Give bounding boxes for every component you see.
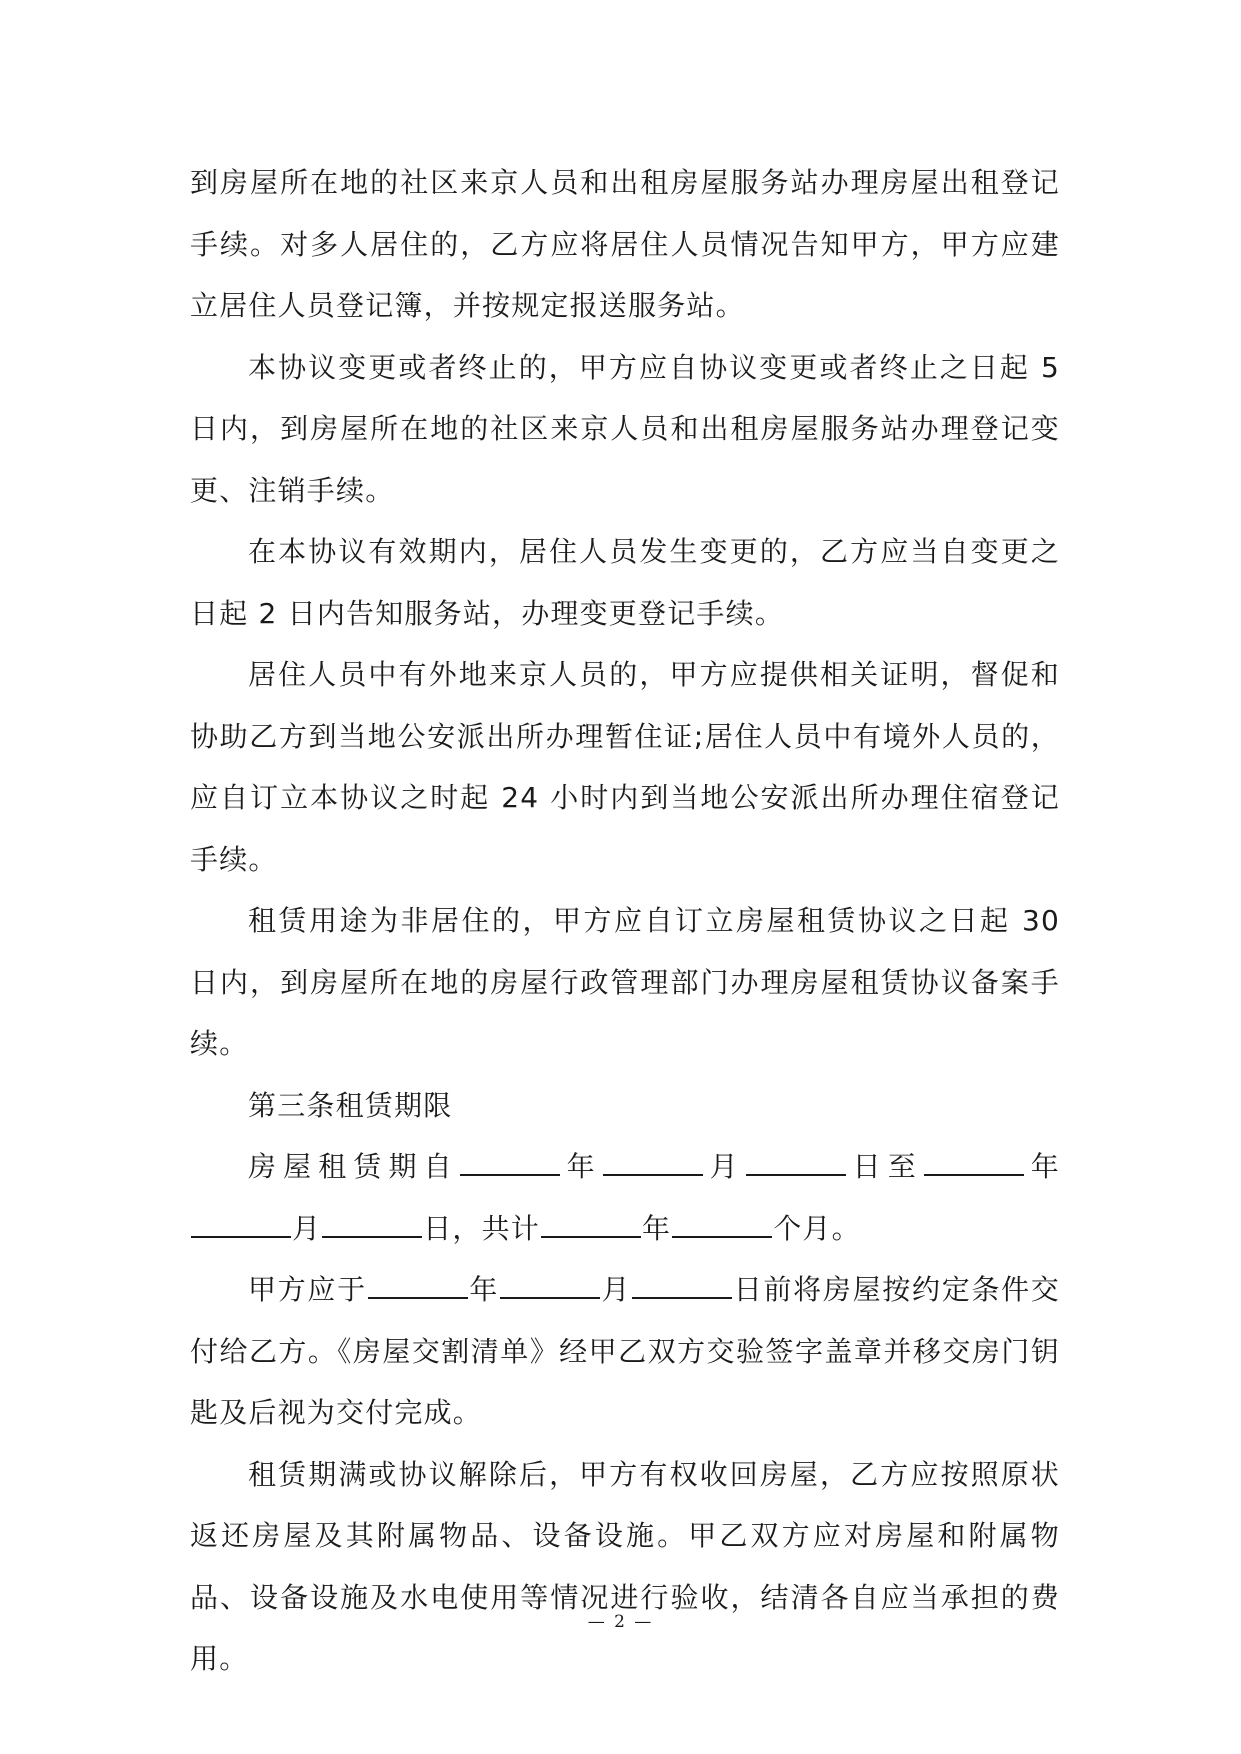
lease-period-text: 月 <box>703 1150 745 1183</box>
lease-period-text: 月 <box>292 1211 322 1245</box>
lease-period-text: 日，共计 <box>423 1211 541 1245</box>
start-year-blank[interactable] <box>460 1144 560 1176</box>
paragraph-lease-period <box>190 1136 1060 1259</box>
handover-text: 甲方应于 <box>248 1273 367 1306</box>
end-year-blank[interactable] <box>924 1144 1024 1176</box>
paragraph-lease-expiry: 租赁期满或协议解除后，甲方有权收回房屋，乙方应按照原状返还房屋及其附属物品、设备设施。甲乙双方应对房屋和附属物品、设备设施及水电使用等情况进行验收，结清各自应当承担的费用。 <box>190 1457 1060 1675</box>
handover-text: 日前将房屋按约定条件交付给乙方。《房屋交割清单》经甲乙双方交验签字盖章并移交房门钥匙及后视为交付完成。 <box>190 1273 1061 1429</box>
handover-day-blank[interactable] <box>632 1267 732 1299</box>
lease-period-text: 年 <box>560 1150 602 1183</box>
paragraph-handover <box>190 1259 1060 1444</box>
paragraph-registration: 到房屋所在地的社区来京人员和出租房屋服务站办理房屋出租登记手续。对多人居住的，乙方应将居住人员情况告知甲方，甲方应建立居住人员登记簿，并按规定报送服务站。 <box>190 166 1060 322</box>
paragraph-non-residential-use: 租赁用途为非居住的，甲方应自订立房屋租赁协议之日起 30 日内，到房屋所在地的房屋行政管理部门办理房屋租赁协议备案手续。 <box>190 904 1060 1060</box>
section-heading-lease-term: 第三条租赁期限 <box>248 1088 453 1122</box>
end-day-blank[interactable] <box>322 1206 422 1238</box>
paragraph-agreement-change: 本协议变更或者终止的，甲方应自协议变更或者终止之日起 5 日内，到房屋所在地的社区来京人员和出租房屋服务站办理登记变更、注销手续。 <box>190 350 1060 507</box>
total-years-blank[interactable] <box>541 1206 641 1238</box>
lease-period-text: 年 <box>1024 1150 1061 1183</box>
handover-month-blank[interactable] <box>500 1267 600 1299</box>
start-month-blank[interactable] <box>603 1144 703 1176</box>
page-number: — 2 — <box>587 1612 654 1632</box>
paragraph-resident-change: 在本协议有效期内，居住人员发生变更的，乙方应当自变更之日起 2 日内告知服务站，办理变更登记手续。 <box>190 535 1060 630</box>
document-body <box>190 152 1060 1690</box>
end-month-blank[interactable] <box>191 1206 291 1238</box>
handover-text: 月 <box>601 1273 632 1306</box>
total-months-blank[interactable] <box>672 1206 772 1238</box>
lease-period-text: 房屋租赁期自 <box>248 1150 459 1183</box>
handover-year-blank[interactable] <box>368 1267 468 1299</box>
handover-text: 年 <box>468 1273 500 1306</box>
start-day-blank[interactable] <box>746 1144 846 1176</box>
lease-period-text: 个月。 <box>773 1211 861 1245</box>
lease-period-text: 日至 <box>846 1150 923 1183</box>
paragraph-nonlocal-residents: 居住人员中有外地来京人员的，甲方应提供相关证明，督促和协助乙方到当地公安派出所办理暂住证;居住人员中有境外人员的，应自订立本协议之时起 24 小时内到当地公安派出所办理住宿登记手续。 <box>190 658 1060 876</box>
lease-period-text: 年 <box>642 1211 672 1245</box>
